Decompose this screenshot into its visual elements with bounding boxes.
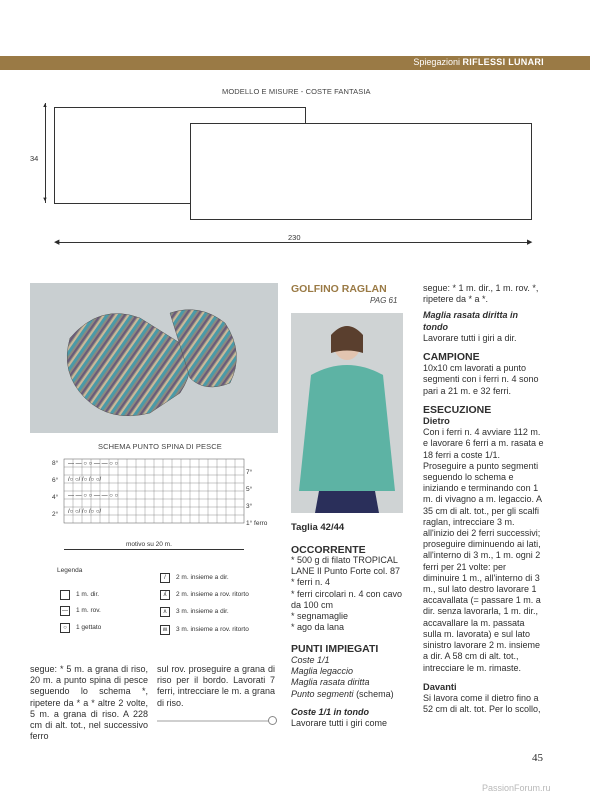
- legend-p2tog-tbl: 2 m. insieme a rov. ritorto: [176, 591, 249, 598]
- row-label-4: 4°: [52, 494, 59, 501]
- occorrente-list: * 500 g di filato TROPICAL LANE Il Punto Forte col. 87 * ferri n. 4 * ferri circolari n. 4 con cavo da 100 cm * segnamaglie * ago da lana: [291, 555, 403, 633]
- punti-title: PUNTI IMPIEGATI: [291, 643, 379, 655]
- legend-title: Legenda: [57, 567, 83, 574]
- chart-symbol-row: — — ○ ○ — — ○ ○: [68, 493, 119, 499]
- chart-title: SCHEMA PUNTO SPINA DI PESCE: [98, 442, 222, 451]
- legend-purl: 1 m. rov.: [76, 607, 101, 614]
- size-label: Taglia 42/44: [291, 522, 345, 533]
- divider-track: [157, 720, 277, 722]
- legend-p3tog-tbl: 3 m. insieme a rov. ritorto: [176, 626, 249, 633]
- row-label-1: 1° ferro: [246, 520, 268, 527]
- chart-symbol-row: /○ ○/ /○ /○ ○/: [68, 509, 102, 515]
- occorrente-title: OCCORRENTE: [291, 544, 366, 556]
- width-arrow: [58, 242, 531, 244]
- height-label: 34: [30, 154, 39, 163]
- watermark: PassionForum.ru: [482, 783, 551, 793]
- stitch-chart: [60, 455, 260, 535]
- section-label: Spiegazioni RIFLESSI LUNARI: [413, 57, 544, 67]
- p2tog-tbl-icon: ʎ: [160, 590, 170, 600]
- row-label-8: 8°: [52, 460, 59, 467]
- row-label-7: 7°: [246, 469, 253, 476]
- repeat-arrow: [64, 549, 244, 550]
- chart-symbol-row: /○ ○/ /○ /○ ○/: [68, 477, 102, 483]
- legend-k3tog: 3 m. insieme a dir.: [176, 608, 229, 615]
- right-column: segue: * 1 m. dir., 1 m. rov. *, ripetere da * a *. Maglia rasata diritta in tondo Lavorare tutti i giri a dir. CAMPIONE 10x10 cm lavorati a punto segmenti con i ferri n. 4 sono pari a 21 m. e 32 ferri. ESECUZIONE Dietro Con i ferri n. 4 avviare 112 m. e lavorare 6 ferri a m. rasata e 18 ferri a coste 1/1. Proseguire a punto segmenti seguendo lo schema e iniziando e terminando con 1 m. di vivagno a m. legaccio. A 35 cm di alt. tot., per gli scalfi raglan, intrecciare 3 m. all'inizio dei 2 ferri successivi; proseguire diminuendo ai lati, all'interno di 3 m., 1 m. ogni 2 ferri per 21 volte: per diminuire 1 m., all'interno di 3 m., sul lato destro lavorare 1 accavallata (= passare 1 m. a dir. senza lavorarla, 1 m. dir., accavallare la m. passata sulla m. lavorata) e sul lato sinistro lavorare 2 m. insieme a dir. A 58 cm di alt. tot., intrecciare le m. rimaste. Davanti Si lavora come il dietro fino a 52 cm di alt. tot. Per lo scollo,: [423, 283, 544, 715]
- divider-dot: [268, 716, 277, 725]
- diagram-title: MODELLO E MISURE - COSTE FANTASIA: [222, 87, 371, 96]
- yarn-over-icon: ○: [60, 623, 70, 633]
- legend-knit: 1 m. dir.: [76, 591, 100, 598]
- article-title: GOLFINO RAGLAN: [291, 283, 387, 295]
- bottom-col-1: segue: * 5 m. a grana di riso, 20 m. a punto spina di pesce seguendo lo schema *, ripetere da * a * altre 2 volte, 5 m. a grana di riso. A 228 cm di alt. tot., nel successivo ferro: [30, 664, 148, 742]
- panel-front: [190, 123, 532, 220]
- repeat-label: motivo su 20 m.: [126, 541, 172, 548]
- purl-icon: —: [62, 608, 68, 614]
- scarf-photo: [30, 283, 278, 433]
- row-label-3: 3°: [246, 503, 253, 510]
- k3tog-icon: ʌ: [160, 607, 170, 617]
- p3tog-tbl-icon: ʍ: [160, 625, 170, 635]
- knit-icon: [60, 590, 70, 600]
- row-label-6: 6°: [52, 477, 59, 484]
- legend-yo: 1 gettato: [76, 624, 102, 631]
- coste-text: Lavorare tutti i giri come: [291, 718, 388, 728]
- width-label: 230: [288, 233, 301, 242]
- legend-k2tog: 2 m. insieme a dir.: [176, 574, 229, 581]
- height-arrow: [45, 103, 47, 203]
- coste-title: Coste 1/1 in tondo: [291, 707, 370, 717]
- chart-symbol-row: — — ○ ○ — — ○ ○: [68, 461, 119, 467]
- row-label-2: 2°: [52, 511, 59, 518]
- k2tog-icon: /: [160, 573, 170, 583]
- row-label-5: 5°: [246, 486, 253, 493]
- punti-list: Coste 1/1 Maglia legaccio Maglia rasata diritta Punto segmenti (schema): [291, 655, 394, 699]
- bottom-col-2: sul rov. proseguire a grana di riso per il bordo. Lavorati 7 ferri, intrecciare le m. a grana di riso.: [157, 664, 275, 708]
- page-number: 45: [532, 752, 543, 764]
- model-photo: [291, 313, 403, 513]
- page-ref: PAG 61: [370, 296, 398, 305]
